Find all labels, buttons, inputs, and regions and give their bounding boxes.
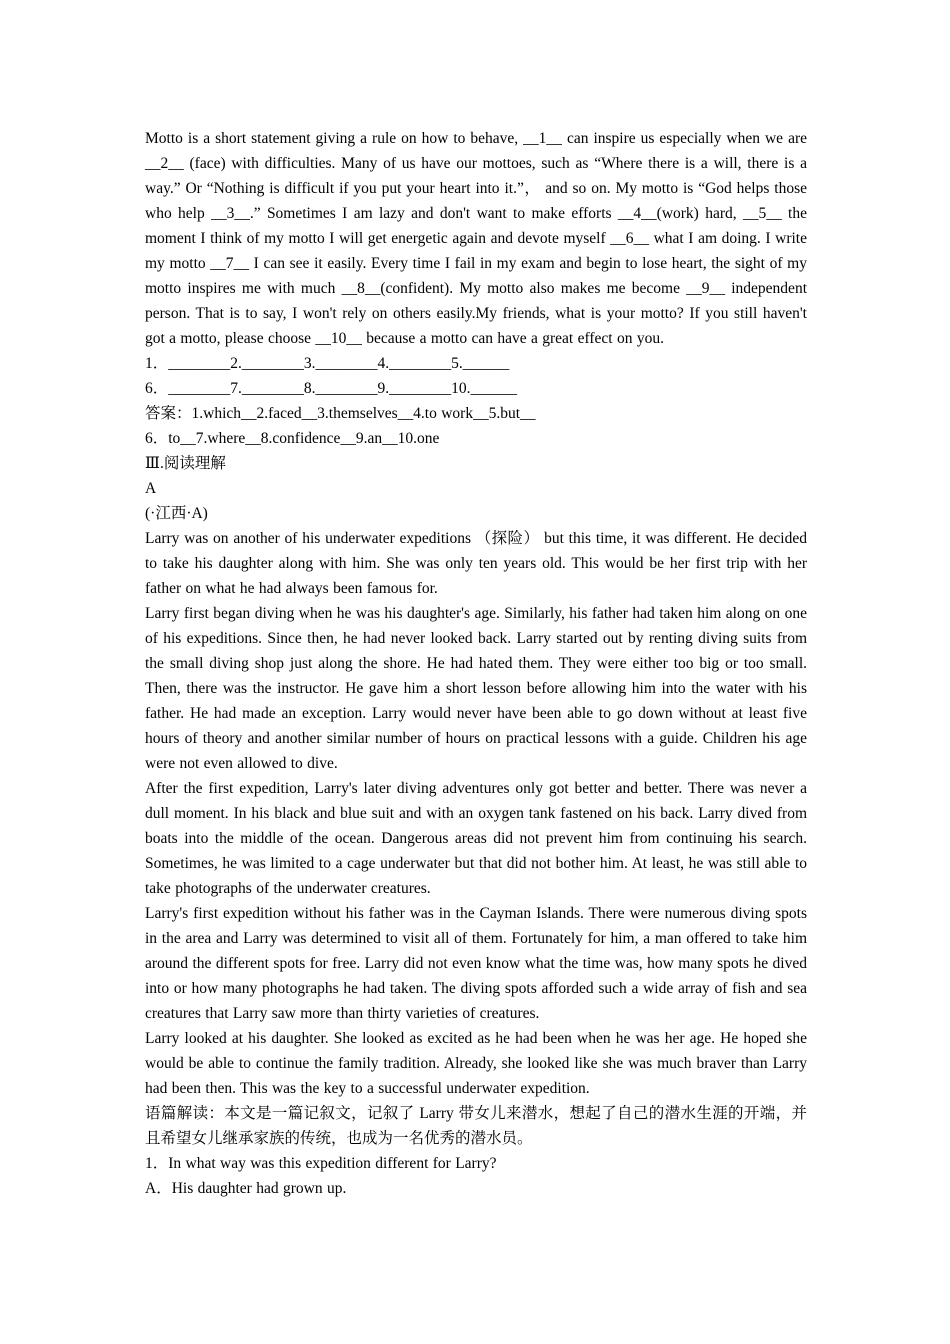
blanks-line-1-5: 1．________2.________3.________4.________5.______ bbox=[145, 355, 510, 372]
section-heading-reading-comprehension: Ⅲ.阅读理解 bbox=[145, 455, 226, 472]
passage-label: A bbox=[145, 480, 157, 497]
question-1: 1．In what way was this expedition different for Larry? bbox=[145, 1155, 497, 1172]
passage-paragraph-5: Larry looked at his daughter. She looked as excited as he had been when he was her age. He hoped she would be able to continue the family tradition. Already, she looked like she was much braver than Larry had been then. This was the key to a successful underwater expedition. bbox=[145, 1030, 807, 1097]
source-label: (·江西·A) bbox=[145, 505, 208, 522]
question-1-option-a: A．His daughter had grown up. bbox=[145, 1180, 347, 1197]
answer-key-line-2: 6．to__7.where__8.confidence__9.an__10.one bbox=[145, 430, 440, 447]
passage-paragraph-1: Larry was on another of his underwater expeditions （探险） but this time, it was different. He decided to take his daughter along with him. She was only ten years old. This would be her first trip with her father on what he had always been famous for. bbox=[145, 530, 807, 597]
passage-paragraph-2: Larry first began diving when he was his daughter's age. Similarly, his father had taken him along on one of his expeditions. Since then, he had never looked back. Larry started out by renting diving suits from the small diving shop just along the shore. He had hated them. They were either too big or too small. Then, there was the instructor. He gave him a short lesson before allowing him into the water with his father. He had made an exception. Larry would never have been able to go down without at least five hours of theory and another similar number of hours on practical lessons with a guide. Children his age were not even allowed to dive. bbox=[145, 605, 807, 772]
blanks-line-6-10: 6．________7.________8.________9.________10.______ bbox=[145, 380, 518, 397]
passage-paragraph-3: After the first expedition, Larry's later diving adventures only got better and better. There was never a dull moment. In his black and blue suit and with an oxygen tank fastened on his back. Larry dived from boats into the middle of the ocean. Dangerous areas did not prevent him from continuing his search. Sometimes, he was limited to a cage underwater but that did not bother him. At least, he was still able to take photographs of the underwater creatures. bbox=[145, 780, 807, 897]
passage-analysis: 语篇解读：本文是一篇记叙文，记叙了 Larry 带女儿来潜水，想起了自己的潜水生涯的开端，并且希望女儿继承家族的传统，也成为一名优秀的潜水员。 bbox=[145, 1105, 807, 1147]
cloze-passage: Motto is a short statement giving a rule on how to behave, __1__ can inspire us especially when we are __2__ (face) with difficulties. Many of us have our mottoes, such as “Where there is a will, there is a way.” Or “Nothing is difficult if you put your heart into it.”， and so on. My motto is “God helps those who help __3__.” Sometimes I am lazy and don't want to make efforts __4__(work) hard, __5__ the moment I think of my motto I will get energetic again and devote myself __6__ what I am doing. I write my motto __7__ I can see it easily. Every time I fail in my exam and begin to lose heart, the sight of my motto inspires me with much __8__(confident). My motto also makes me become __9__ independent person. That is to say, I won't rely on others easily.My friends, what is your motto? If you still haven't got a motto, please choose __10__ because a motto can have a great effect on you. bbox=[145, 130, 807, 347]
answer-key-line-1: 答案：1.which__2.faced__3.themselves__4.to work__5.but__ bbox=[145, 405, 536, 422]
passage-paragraph-4: Larry's first expedition without his father was in the Cayman Islands. There were numerous diving spots in the area and Larry was determined to visit all of them. Fortunately for him, a man offered to take him around the different spots for free. Larry did not even know what the time was, how many spots he dived into or how many photographs he had taken. The diving spots afforded such a wide array of fish and sea creatures that Larry saw more than thirty varieties of creatures. bbox=[145, 905, 807, 1022]
